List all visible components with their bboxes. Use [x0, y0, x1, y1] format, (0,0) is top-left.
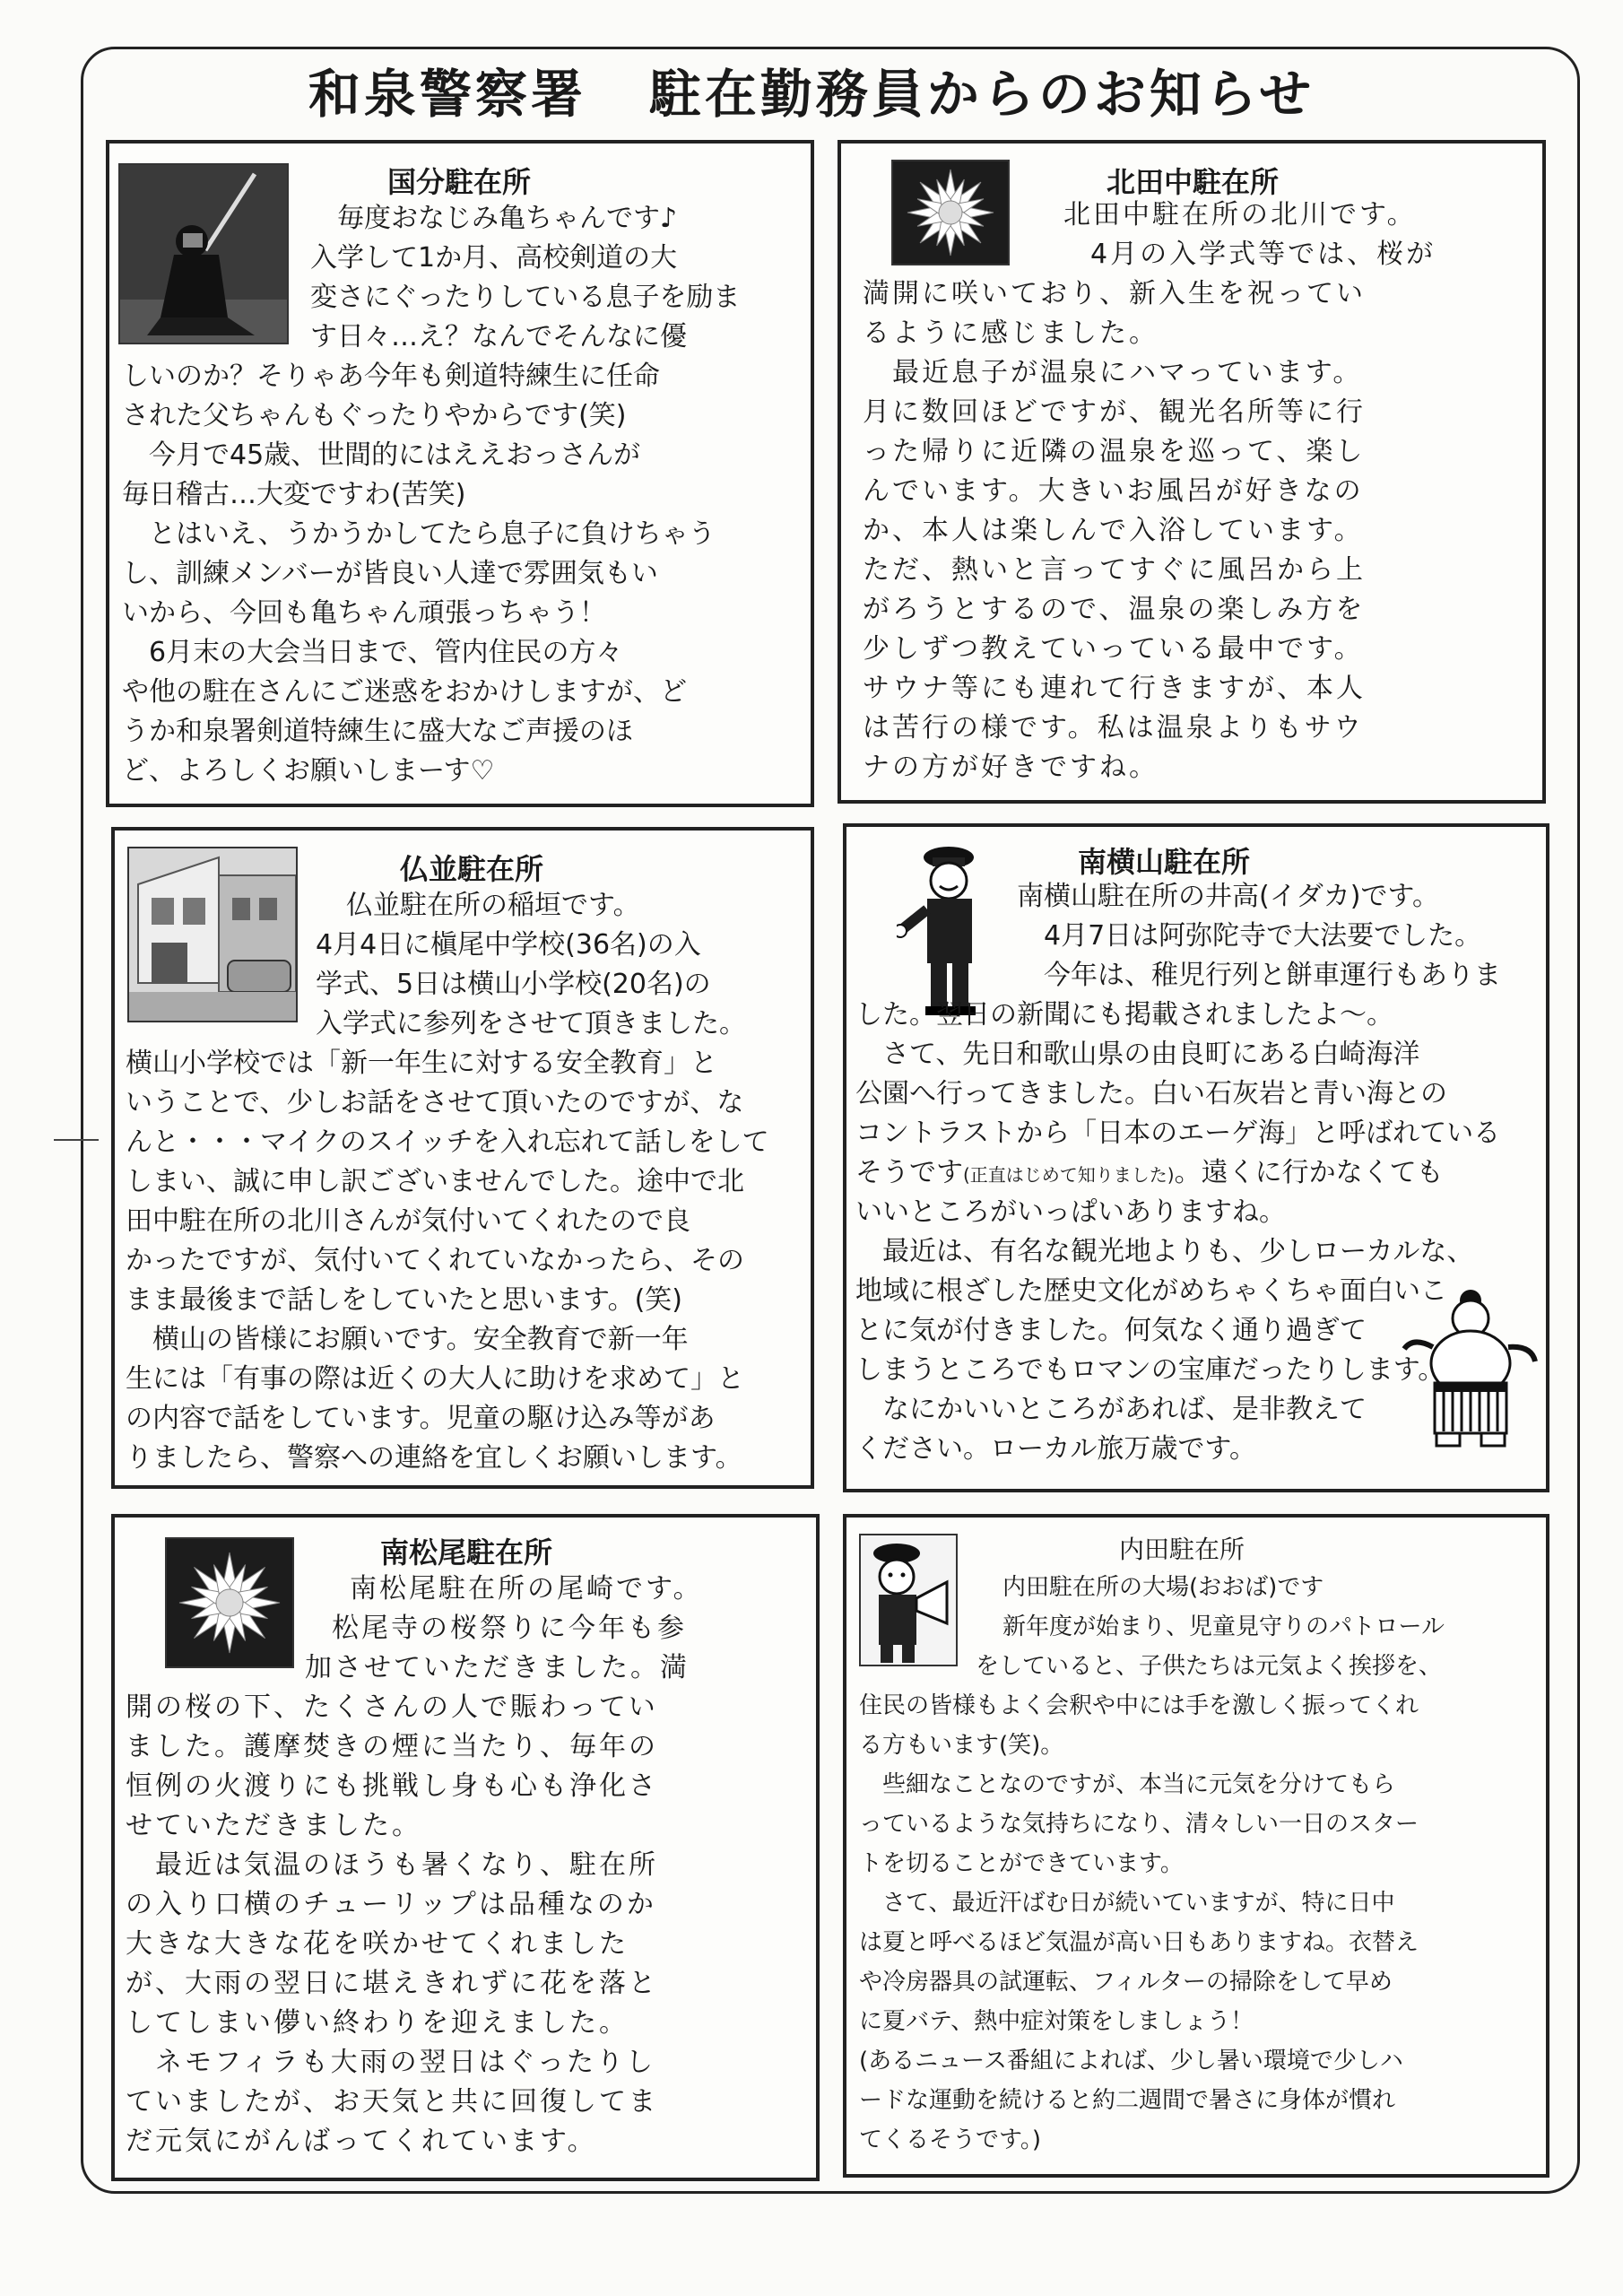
text-line: コントラストから「日本のエーゲ海」と呼ばれている — [855, 1118, 1501, 1149]
text-line: てくるそうです。) — [859, 2126, 1042, 2153]
text-line: んと・・・マイクのスイッチを入れ忘れて話しをして — [126, 1126, 769, 1158]
text-line: 6月末の大会当日まで、管内住民の方々 — [122, 637, 623, 668]
text-line: 新年度が始まり、児童見守りのパトロール — [1002, 1613, 1445, 1640]
text-line: 大きな大きな花を咲かせてくれました — [126, 1928, 629, 1960]
text-line: まま最後まで話しをしていたと思います。(笑) — [126, 1284, 683, 1316]
box-heading: 南横山駐在所 — [1078, 845, 1251, 879]
text-note: (正直はじめて知りました) — [963, 1164, 1175, 1186]
text-line: 今月で45歳、世間的にはええおっさんが — [122, 439, 641, 471]
text-line: した。翌日の新聞にも掲載されましたよ～。 — [855, 999, 1393, 1031]
text-line: 入学して1か月、高校剣道の大 — [310, 242, 678, 274]
text-line: しまい、誠に申し訳ございませんでした。途中で北 — [126, 1166, 744, 1197]
text-line: ください。ローカル旅万歳です。 — [855, 1433, 1256, 1465]
text-line — [855, 1153, 1501, 1193]
text-line: ていましたが、お天気と共に回復してま — [126, 2086, 658, 2118]
text-line: なにかいいところがあれば、是非教えて — [855, 1394, 1367, 1425]
text-line: 最近息子が温泉にハマっています。 — [863, 357, 1363, 388]
text-line: ました。護摩焚きの煙に当たり、毎年の — [126, 1731, 658, 1762]
text-line: 毎度おなじみ亀ちゃんです♪ — [337, 203, 678, 234]
box-heading: 南松尾駐在所 — [380, 1535, 553, 1570]
text-line: かったですが、気付いてくれていなかったら、その — [126, 1245, 744, 1276]
text-line: す日々…え？なんでそんなに優 — [310, 321, 687, 352]
text-line: 南横山駐在所の井高(イダカ)です。 — [1017, 881, 1440, 912]
text-line: りましたら、警察への連絡を宜しくお願いします。 — [126, 1442, 742, 1474]
text-line: いうことで、少しお話をさせて頂いたのですが、な — [126, 1087, 744, 1118]
text-line: の入り口横のチューリップは品種なのか — [126, 1889, 656, 1920]
article-kokubu — [106, 140, 814, 807]
text-line: が、大雨の翌日に堪えきれずに花を落と — [126, 1968, 658, 1999]
text-line: っているような気持ちになり、清々しい一日のスター — [859, 1811, 1419, 1838]
text-line: った帰りに近隣の温泉を巡って、楽し — [863, 436, 1366, 467]
box-heading: 仏並駐在所 — [400, 852, 544, 886]
text-line: 今年は、稚児行列と餅車運行もありま — [1017, 960, 1501, 991]
text-line: 学式、5日は横山小学校(20名)の — [316, 969, 711, 1000]
text-line: か、本人は楽しんで入浴しています。 — [863, 515, 1364, 546]
text-line: せていただきました。 — [126, 1810, 421, 1841]
box-heading: 内田駐在所 — [1119, 1535, 1245, 1564]
text-line: 内田駐在所の大場(おおば)です — [1002, 1574, 1324, 1601]
text-line: しまうところでもロマンの宝庫だったりします。 — [855, 1354, 1445, 1386]
text-line: 最近は気温のほうも暑くなり、駐在所 — [126, 1849, 658, 1881]
text-line: さて、先日和歌山県の由良町にある白崎海洋 — [855, 1039, 1420, 1070]
article-minamiyokoyama — [843, 823, 1549, 1492]
text-line: 公園へ行ってきました。白い石灰岩と青い海との — [855, 1078, 1447, 1109]
text-line: 月に数回ほどですが、観光名所等に行 — [863, 396, 1366, 428]
text-line: サウナ等にも連れて行きますが、本人 — [863, 673, 1366, 704]
text-line: 地域に根ざした歴史文化がめちゃくちゃ面白いこ — [855, 1275, 1447, 1307]
text-line: 生には「有事の際は近くの大人に助けを求めて」と — [126, 1363, 744, 1395]
text-line: や他の駐在さんにご迷惑をおかけしますが、ど — [122, 676, 687, 708]
margin-mark — [54, 1139, 99, 1141]
text-line: 加させていただきました。満 — [305, 1652, 690, 1683]
text-line: 横山小学校では「新一年生に対する安全教育」と — [126, 1048, 717, 1079]
article-text — [855, 877, 1501, 1469]
text-line: 毎日稽古…大変ですわ(苦笑) — [122, 479, 466, 510]
text-line: 北田中駐在所の北川です。 — [1063, 199, 1417, 230]
text-line: 4月4日に槇尾中学校(36名)の入 — [316, 929, 701, 961]
text-line: 些細なことなのですが、本当に元気を分けてもら — [859, 1771, 1396, 1798]
text-line: だ元気にがんばってくれています。 — [126, 2126, 597, 2157]
text-line: をしていると、子供たちは元気よく挨拶を、 — [976, 1653, 1443, 1680]
text-line: がろうとするので、温泉の楽しみ方を — [863, 594, 1366, 625]
article-minamimatsuo — [111, 1514, 820, 2181]
text-line: トを切ることができています。 — [859, 1850, 1184, 1877]
text-line: 恒例の火渡りにも挑戦し身も心も浄化さ — [126, 1770, 658, 1802]
article-text — [126, 886, 769, 1478]
article-text — [122, 199, 740, 791]
text-line: や冷房器具の試運転、フィルターの掃除をして早め — [859, 1969, 1393, 1996]
box-heading: 国分駐在所 — [387, 165, 532, 199]
text-line: ど、よろしくお願いしまーす♡ — [122, 755, 495, 787]
text-line: んでいます。大きいお風呂が好きなの — [863, 475, 1364, 507]
text-line: るように感じました。 — [863, 317, 1159, 349]
text-line: 最近は、有名な観光地よりも、少しローカルな、 — [855, 1236, 1474, 1267]
title-left: 和泉警察署 — [308, 64, 586, 125]
text-line: 変さにぐったりしている息子を励ま — [310, 282, 741, 313]
text-line: とはいえ、うかうかしてたら息子に負けちゃう — [122, 518, 716, 550]
text-line: 4月7日は阿弥陀寺で大法要でした。 — [1044, 920, 1482, 952]
text-line: は夏と呼べるほど気温が高い日もありますね。衣替え — [859, 1929, 1419, 1956]
text-line: は苦行の様です。私は温泉よりもサウ — [863, 712, 1364, 744]
text-line: ナの方が好きですね。 — [863, 752, 1159, 783]
text-line: 田中駐在所の北川さんが気付いてくれたので良 — [126, 1205, 690, 1237]
title-right: 駐在勤務員からのお知らせ — [648, 64, 1315, 125]
text-line: さて、最近汗ばむ日が続いていますが、特に日中 — [859, 1890, 1395, 1917]
article-uchida — [843, 1514, 1549, 2178]
text-line: してしまい儚い終わりを迎えました。 — [126, 2007, 629, 2039]
text-line: しいのか？そりゃあ今年も剣道特練生に任命 — [122, 361, 660, 392]
text-line: ネモフィラも大雨の翌日はぐったりし — [126, 2047, 655, 2078]
text-line: いから、今回も亀ちゃん頑張っちゃう！ — [122, 597, 606, 629]
text-line: 少しずつ教えていっている最中です。 — [863, 633, 1364, 665]
text-line: ードな運動を続けると約二週間で暑さに身体が慣れ — [859, 2087, 1396, 2114]
text-line: の内容で話をしています。児童の駆け込み等があ — [126, 1403, 716, 1434]
text-line: ただ、熱いと言ってすぐに風呂から上 — [863, 554, 1366, 586]
page-title — [0, 52, 1623, 127]
text-line: に夏バテ、熱中症対策をしましょう！ — [859, 2008, 1254, 2035]
text-line: いいところがいっぱいありますね。 — [855, 1196, 1286, 1228]
article-text — [859, 1568, 1445, 2160]
text-segment: 。遠くに行かなくても — [1174, 1157, 1444, 1188]
article-text — [863, 196, 1436, 787]
text-line: とに気が付きました。何気なく通り過ぎて — [855, 1315, 1367, 1346]
text-line: 入学式に参列をさせて頂きました。 — [316, 1008, 746, 1039]
text-line: うか和泉署剣道特練生に盛大なご声援のほ — [122, 716, 633, 747]
text-segment: そうです — [855, 1157, 963, 1188]
text-line: 4月の入学式等では、桜が — [1090, 239, 1436, 270]
text-line: 満開に咲いており、新入生を祝ってい — [863, 278, 1366, 309]
article-text — [126, 1570, 703, 2161]
text-line: 仏並駐在所の稲垣です。 — [346, 890, 640, 921]
text-line: る方もいます(笑)。 — [859, 1732, 1064, 1759]
text-line: 南松尾駐在所の尾崎です。 — [350, 1573, 703, 1605]
article-kitatanaka — [838, 140, 1546, 804]
text-line: (あるニュース番組によれば、少し暑い環境で少しハ — [859, 2048, 1403, 2074]
text-line: し、訓練メンバーが皆良い人達で雰囲気もい — [122, 558, 658, 589]
text-line: 住民の皆様もよく会釈や中には手を激しく振ってくれ — [859, 1692, 1419, 1719]
text-line: 横山の皆様にお願いです。安全教育で新一年 — [126, 1324, 689, 1355]
text-line: 松尾寺の桜祭りに今年も参 — [332, 1613, 687, 1644]
article-butsunami — [111, 827, 814, 1489]
text-line: 開の桜の下、たくさんの人で賑わってい — [126, 1692, 658, 1723]
text-line: された父ちゃんもぐったりやからです(笑) — [122, 400, 627, 431]
box-heading: 北田中駐在所 — [1107, 165, 1280, 199]
